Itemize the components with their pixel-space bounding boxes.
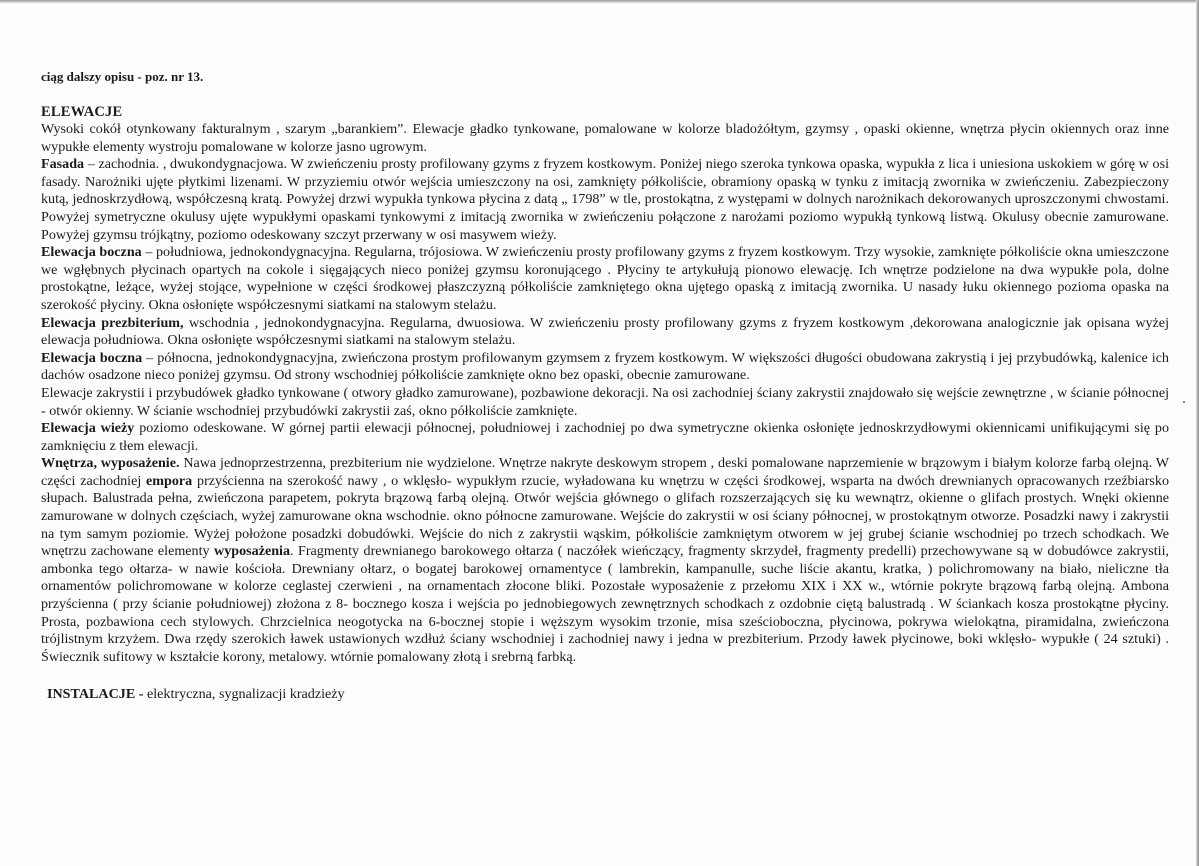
installations-label: INSTALACJE - [47,686,144,703]
installations-line [47,686,1169,703]
paragraph-sacristy: Elewacje zakrystii i przybudówek gładko tynkowane ( otwory gładko zamurowane), pozbawione dekoracji. Na osi zachodniej ściany zakrystii znajdowało się wejście zewnętrzne , w ścianie północnej - otwór okienny. W ścianie wschodniej przybudówki zakrystii zaś, okno półkoliście zamknięte. [41,384,1169,419]
paragraph-tower: Elewacja wieży poziomo odeskowane. W górnej partii elewacji północnej, południowej i zachodniej po dwa symetryczne okienka osłonięte jednoskrzydłowymi okiennicami unifikującymi się po zamknięciu z tłem elewacji. [41,420,1170,454]
paragraph-south-elevation: Elewacja boczna – południowa, jednokondygnacyjna. Regularna, trójosiowa. W zwieńczeniu prosty profilowany gzyms z fryzem kostkowym. Trzy wysokie, zamknięte półkoliście okna umieszczone we wgłębnych płycinach opartych na cokole i sięgających nieco poniżej gzymsu koronującego . Płyciny te artykułują pionowo elewację. Ich wnętrze podzielone na dwa wypukłe pola, dolne prostokątne, leżące, wyżej stojące, wypełnione w części środkowej płaszczyzną półkoliście zamkniętego okna ujętego opaską z imitacją zwornika. U nasady łuku okiennego pozioma opaska na szerokość płyciny. Okna osłonięte współczesnymi siatkami na stalowym stelażu. [41,244,1169,313]
paragraph-label: Elewacja boczna [41,349,143,366]
elevations-text [41,121,1169,666]
paragraph-label: Wnętrza, wyposażenie. [41,455,180,472]
paragraph-plaster: Wysoki cokół otynkowany fakturalnym , szarym „barankiem”. Elewacje gładko tynkowane, pomalowane w kolorze bladożółtym, gzymsy , opaski okienne, wnętrza płycin okiennych oraz inne wypukłe elementy wystroju pomalowane w kolorze jasno ugrowym. [41,121,1169,155]
paragraph-label: Elewacja wieży [41,420,135,437]
installations-text: elektryczna, sygnalizacji kradzieży [143,686,345,703]
paragraph-facade: Fasada – zachodnia. , dwukondygnacjowa. W zwieńczeniu prosty profilowany gzyms z fryzem kostkowym. Poniżej niego szeroka tynkowa opaska, wypukła z lica i uniesiona uskokiem w górę w osi fasady. Narożniki ujęte płytkimi lizenami. W przyziemiu otwór wejścia umieszczony na osi, zamknięty półkoliście, obramiony opaską w tynku z imitacją zwornika w zwieńczeniu. Zabezpieczony kutą, jednoskrzydłową, współczesną kratą. Powyżej drzwi wypukła tynkowa płycina z datą „ 1798” w tle, prostokątna, z występami w dolnych narożnikach dekorowanych uproszczonymi chwostami. Powyżej symetryczne okulusy ujęte wypukłymi opaskami tynkowymi z imitacją zwornika w zwieńczeniu połączone z narożami poziomo wypukłą tynkową listwą. Okulusy obecnie zamurowane. Powyżej gzymsu trójkątny, poziomo odeskowany szczyt przerwany w osi masywem wieży. [41,156,1169,243]
scan-speck [1183,401,1185,403]
paragraph-interior: Wnętrza, wyposażenie. Nawa jednoprzestrzenna, prezbiterium nie wydzielone. Wnętrze nakryte deskowym stropem , deski pomalowane naprzemienie w brązowym i białym kolorze farbą olejną. W części zachodniej empora przyścienna na szerokość nawy , o wklęsło- wypukłym rzucie, wyładowana ku wnętrzu w części środkowej, wsparta na dwóch drewnianych opracowanych rzeźbiarsko słupach. Balustrada pełna, zwieńczona parapetem, pokryta brązową farbą olejną. Otwór wejścia głównego o glifach rozszerzających się ku wewnątrz, okienne o glifach prostych. Wnęki okienne zamurowane w dolnych częściach, wyżej zamurowane okna wschodnie. okno północne zamurowane. Wejście do zakrystii w osi ściany północnej, w prostokątnym otworze. Posadzki nawy i zakrystii na tym samym poziomie. Wyżej położone posadzki dobudówki. Wejście do nich z zakrystii wąskim, półkoliście zamkniętym otworem w jej grubej ścianie wschodniej po trzech schodkach. We wnętrzu zachowane elementy wyposażenia. Fragmenty drewnianego barokowego ołtarza ( naczółek wieńczący, fragmenty skrzydeł, fragmenty predelli) przechowywane są w dobudówce zakrystii, ambonka tego ołtarza- w nawie kościoła. Drewniany ołtarz, o bogatej barokowej ornamentyce ( lambrekin, kampanulle, suche liście akantu, kratka, ) polichromowany na biało, nieliczne tła ornamentów polichromowane w kolorze ceglastej czerwieni , na ornamentach złocone bliki. Pozostałe wyposażenie z przełomu XIX i XX w., wtórnie pokryte brązową farbą olejną. Ambona przyścienna ( przy ścianie południowej) złożona z 8- bocznego kosza i wejścia po jednobiegowych zewnętrznych schodkach z ozdobnie ciętą balustradą . W ściankach kosza prostokątne płyciny. Prosta, pozbawiona cech stylowych. Chrzcielnica neogotycka na 6-bocznej stopie i węższym wysokim trzonie, misa sześcioboczna, płycinowa, pokrywa wielokątna, piramidalna, zwieńczona trójlistnym krzyżem. Dwa rzędy szerokich ławek ustawionych wzdłuż ściany wschodniej i zachodniej nawy i jedna w prezbiterium. Przody ławek płycinowe, boki wklęsło- wypukłe ( 24 sztuki) . Świecznik sufitowy w kształcie korony, metalowy. wtórnie pomalowany złotą i srebrną farbką. [41,455,1170,665]
paragraph-north-elevation: Elewacja boczna – północna, jednokondygnacyjna, zwieńczona prostym profilowanym gzymsem z fryzem kostkowym. W większości długości obudowana zakrystią i jej przybudówką, kalenice ich dachów osadzone nieco poniżej gzymsu. Od strony wschodniej półkoliście zamknięte okno bez opaski, obecnie zamurowane. [41,349,1169,384]
paragraph-label: Fasada [41,156,85,173]
section-title-elevations: ELEWACJE [41,104,123,120]
paragraph-label: Elewacja prezbiterium, [41,314,184,331]
scan-edge-top [0,0,1199,3]
paragraph-presbytery-elevation: Elewacja prezbiterium, wschodnia , jednokondygnacyjna. Regularna, dwuosiowa. W zwieńczeniu prosty profilowany gzyms z fryzem kostkowym ,dekorowana analogicznie jak opisana wyżej elewacja południowa. Okna osłonięte współczesnymi siatkami na stalowym stelażu. [41,314,1169,349]
document-body [41,69,1169,718]
paragraph-label: Elewacja boczna [41,244,142,261]
continuation-heading: ciąg dalszy opisu - poz. nr 13. [41,69,204,84]
